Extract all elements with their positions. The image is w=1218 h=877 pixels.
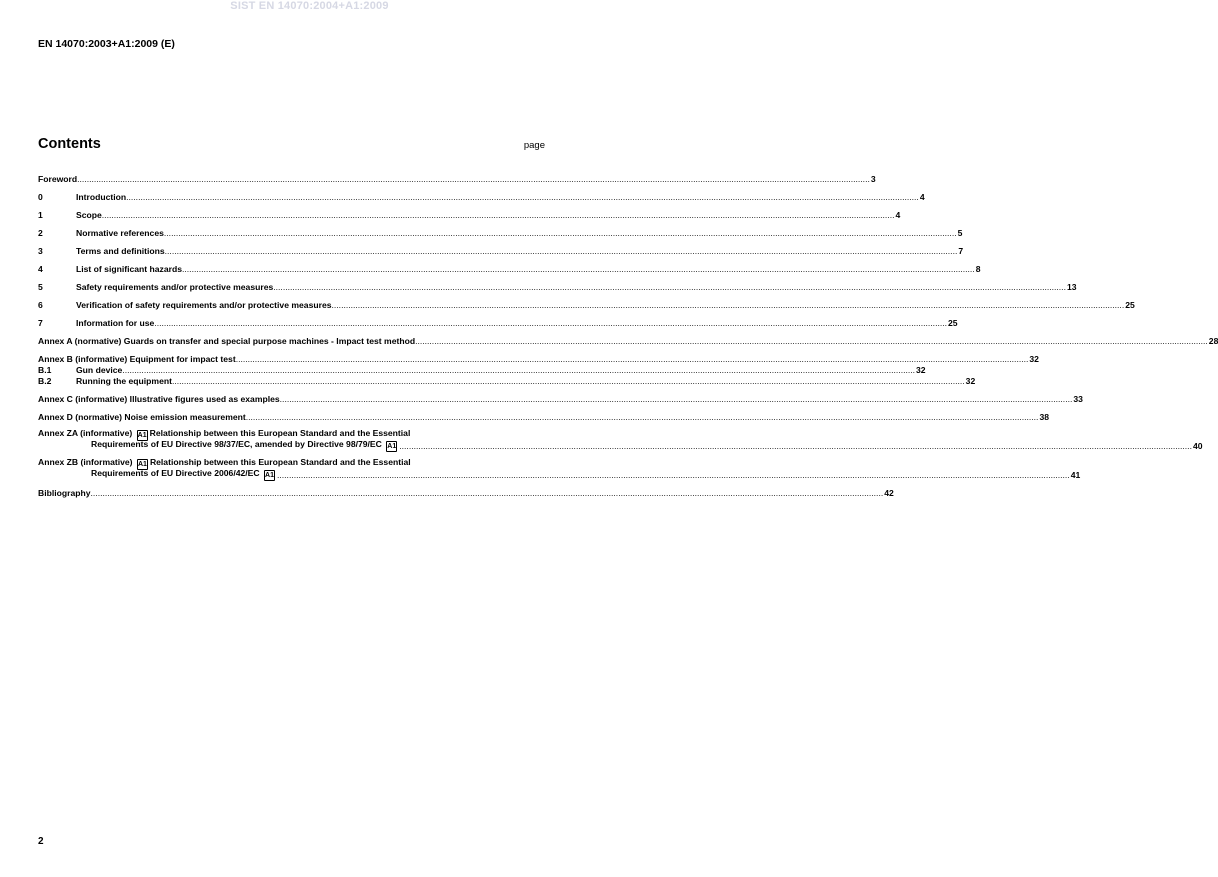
toc-page: 41 (1070, 470, 1081, 480)
toc-number: 0 (38, 192, 43, 202)
toc-page: 32 (965, 376, 976, 386)
toc-entry-annex-c[interactable] (38, 394, 1083, 405)
contents-title: Contents (38, 136, 101, 152)
toc-title: Running the equipment (76, 376, 172, 386)
toc-title: Annex D (normative) Noise emission measurement (38, 412, 246, 422)
toc-entry-annex-d[interactable] (38, 412, 1050, 423)
toc-number: 1 (38, 210, 43, 220)
toc-page: 7 (958, 246, 964, 256)
toc-number: 7 (38, 318, 43, 328)
toc-entry-introduction[interactable] (38, 192, 925, 203)
toc-entry-annex-zb[interactable] (38, 457, 1081, 481)
toc-page: 25 (948, 318, 958, 328)
toc-entry-terms-and-definitions[interactable] (38, 246, 964, 257)
toc-entry-foreword[interactable] (38, 174, 876, 185)
toc-entry-normative-references[interactable] (38, 228, 963, 239)
toc-page: 8 (975, 264, 981, 274)
toc-page: 40 (1192, 441, 1203, 451)
toc-title-line1: Relationship between this European Standard and the Essential (149, 457, 411, 467)
toc-title: Annex C (informative) Illustrative figures used as examples (38, 394, 280, 404)
toc-number: 4 (38, 264, 43, 274)
toc-title-prefix: Annex ZA (informative) (38, 428, 133, 438)
toc-number: 6 (38, 300, 43, 310)
toc-title: Verification of safety requirements and/or protective measures (76, 300, 332, 310)
toc-title-line2: Requirements of EU Directive 98/37/EC, amended by Directive 98/79/EC (91, 439, 382, 449)
toc-page: 32 (916, 365, 926, 375)
toc-title: Introduction (76, 192, 127, 202)
toc-entry-b2[interactable] (38, 376, 976, 387)
toc-page: 13 (1066, 282, 1077, 292)
toc-title: Bibliography (38, 488, 91, 498)
watermark: SIST EN 14070:2004+A1:2009 (230, 0, 389, 12)
toc-title: Annex A (normative) Guards on transfer and special purpose machines - Impact test method (38, 336, 416, 346)
amendment-end-icon: A1 (387, 443, 397, 450)
toc-title: Foreword (38, 174, 78, 184)
toc-number: 5 (38, 282, 43, 292)
toc-page: 42 (884, 488, 894, 498)
toc-title-line2: Requirements of EU Directive 2006/42/EC (91, 468, 260, 478)
toc-title-prefix: Annex ZB (informative) (38, 457, 133, 467)
toc-page: 33 (1073, 394, 1083, 404)
amendment-start-icon: A1 (137, 432, 147, 439)
table-of-contents (38, 174, 1218, 499)
toc-entry-annex-a[interactable] (38, 336, 1218, 347)
document-id: EN 14070:2003+A1:2009 (E) (38, 38, 175, 50)
toc-page: 5 (957, 228, 963, 238)
toc-entry-safety-requirements[interactable] (38, 282, 1077, 293)
toc-entry-scope[interactable] (38, 210, 901, 221)
toc-entry-verification[interactable] (38, 300, 1135, 311)
toc-title: Normative references (76, 228, 164, 238)
toc-title: Terms and definitions (76, 246, 165, 256)
amendment-start-icon: A1 (137, 461, 147, 468)
toc-title: Annex B (informative) Equipment for impact test (38, 354, 236, 364)
page-column-label: page (523, 140, 545, 151)
toc-title: Safety requirements and/or protective measures (76, 282, 274, 292)
toc-entry-b1[interactable] (38, 365, 926, 376)
amendment-end-icon: A1 (265, 472, 274, 479)
page-number: 2 (38, 836, 44, 847)
toc-page: 4 (919, 192, 925, 202)
toc-title: List of significant hazards (76, 264, 183, 274)
toc-page: 4 (895, 210, 901, 220)
toc-page: 38 (1039, 412, 1050, 422)
toc-title: Gun device (76, 365, 123, 375)
toc-entry-bibliography[interactable] (38, 488, 894, 499)
toc-entry-annex-za[interactable] (38, 428, 1203, 452)
toc-number: 3 (38, 246, 43, 256)
toc-number: 2 (38, 228, 43, 238)
toc-entry-information-for-use[interactable] (38, 318, 958, 329)
toc-title: Scope (76, 210, 102, 220)
toc-entry-hazards[interactable] (38, 264, 981, 275)
toc-title: Information for use (76, 318, 155, 328)
toc-page: 3 (870, 174, 876, 184)
toc-number: B.1 (38, 365, 52, 375)
toc-page: 25 (1125, 300, 1135, 310)
toc-entry-annex-b[interactable] (38, 354, 1039, 365)
toc-number: B.2 (38, 376, 52, 386)
toc-page: 32 (1029, 354, 1039, 364)
toc-title-line1: Relationship between this European Standard and the Essential (149, 428, 411, 438)
toc-page: 28 (1208, 336, 1218, 346)
